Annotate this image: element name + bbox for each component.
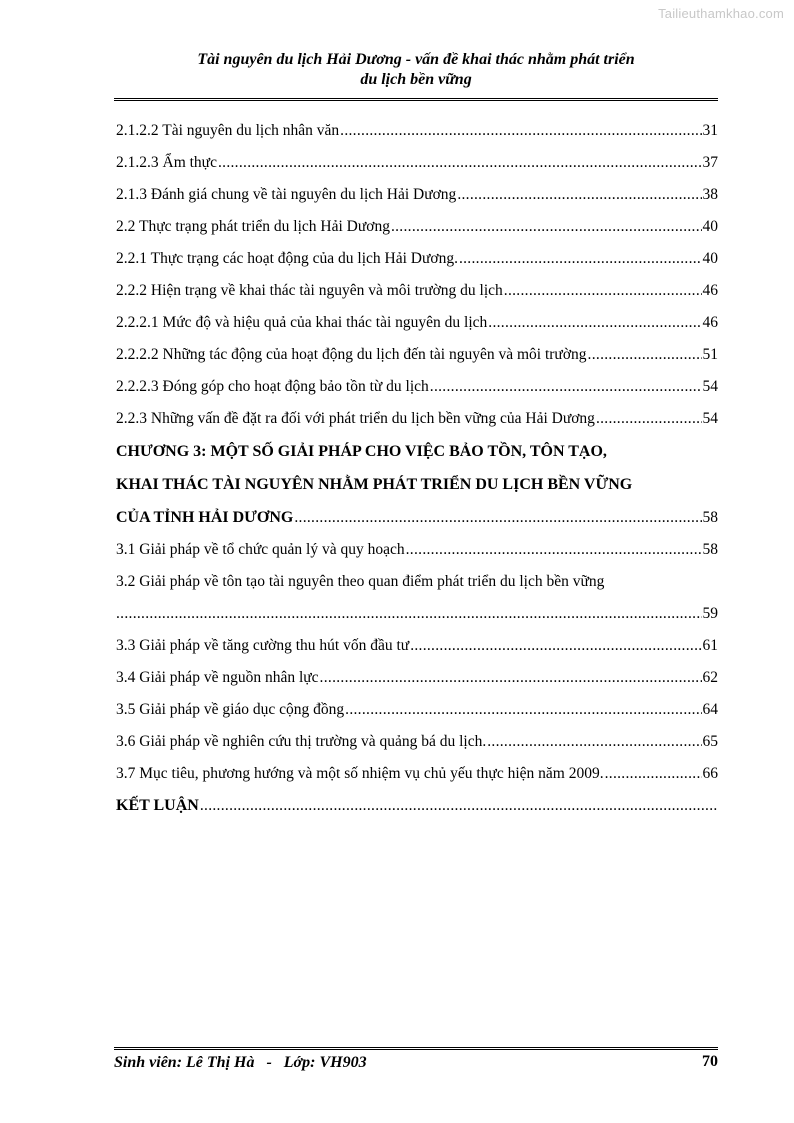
toc-entry-title: 2.2.2 Hiện trạng về khai thác tài nguyên và môi trường du lịch — [116, 282, 503, 299]
toc-entry[interactable] — [116, 173, 718, 205]
toc-entry-title: 3.2 Giải pháp về tôn tạo tài nguyên theo quan điểm phát triển du lịch bền vững — [116, 573, 605, 590]
conclusion-title: KẾT LUẬN — [116, 797, 199, 814]
toc-leader-dots — [605, 764, 702, 784]
toc-entry-title: 2.2.1 Thực trạng các hoạt động của du lịch Hải Dương. — [116, 250, 458, 267]
toc-leader-dots — [320, 668, 702, 688]
toc-entry[interactable] — [116, 656, 718, 688]
toc-entry-title: 3.4 Giải pháp về nguồn nhân lực — [116, 669, 319, 686]
chapter-3-title-end: CỦA TỈNH HẢI DƯƠNG — [116, 509, 294, 526]
toc-entry[interactable] — [116, 301, 718, 333]
toc-entry[interactable] — [116, 365, 718, 397]
chapter-3-heading[interactable] — [116, 429, 718, 528]
toc-entry[interactable] — [116, 624, 718, 656]
chapter-3-page: 58 — [702, 509, 718, 526]
toc-leader-dots — [406, 540, 702, 560]
toc-leader-dots — [340, 121, 701, 141]
toc-entry-title: 2.1.2.2 Tài nguyên du lịch nhân văn — [116, 122, 340, 139]
toc-entry-title: 3.6 Giải pháp về nghiên cứu thị trường và quảng bá du lịch. — [116, 733, 487, 750]
table-of-contents — [116, 109, 718, 816]
toc-entry-page: 38 — [702, 186, 718, 203]
toc-entry-title: 2.2.3 Những vấn đề đặt ra đối với phát triển du lịch bền vững của Hải Dương — [116, 410, 595, 427]
toc-entry[interactable] — [116, 688, 718, 720]
toc-entry-page: 46 — [702, 314, 718, 331]
toc-leader-dots — [345, 700, 701, 720]
toc-entry-page: 61 — [702, 637, 718, 654]
toc-leader-dots — [457, 185, 701, 205]
chapter-3-line-1: CHƯƠNG 3: MỘT SỐ GIẢI PHÁP CHO VIỆC BẢO TỒN, TÔN TẠO, — [116, 443, 607, 460]
toc-leader-dots — [459, 249, 702, 269]
toc-entry[interactable] — [116, 269, 718, 301]
toc-leader-dots — [488, 313, 701, 333]
toc-entry-continuation — [116, 592, 718, 624]
toc-entry[interactable] — [116, 720, 718, 752]
toc-entry-page: 54 — [702, 378, 718, 395]
toc-leader-dots — [430, 377, 702, 397]
toc-leader-dots — [487, 732, 701, 752]
toc-entry-page: 58 — [702, 541, 718, 558]
page-number: 70 — [702, 1053, 718, 1070]
toc-entry-conclusion[interactable] — [116, 784, 718, 816]
toc-entry-page: 37 — [702, 154, 718, 171]
toc-entry[interactable] — [116, 205, 718, 237]
toc-entry-title: 3.3 Giải pháp về tăng cường thu hút vốn đầu tư — [116, 637, 410, 654]
page-header — [114, 50, 718, 90]
toc-entry-page: 64 — [702, 701, 718, 718]
toc-leader-dots — [596, 409, 702, 429]
toc-leader-dots — [504, 281, 702, 301]
toc-entry[interactable] — [116, 528, 718, 560]
header-line-1: Tài nguyên du lịch Hải Dương - vấn đề khai thác nhằm phát triển — [197, 51, 635, 68]
footer-rule — [114, 1047, 718, 1050]
toc-entry-title: 2.2.2.1 Mức độ và hiệu quả của khai thác tài nguyên du lịch — [116, 314, 488, 331]
toc-entry-title: 2.2 Thực trạng phát triển du lịch Hải Dương — [116, 218, 390, 235]
toc-entry[interactable] — [116, 141, 718, 173]
toc-entry-title: 3.7 Mục tiêu, phương hướng và một số nhiệm vụ chủ yếu thực hiện năm 2009. — [116, 765, 604, 782]
toc-entry-title: 3.5 Giải pháp về giáo dục cộng đồng — [116, 701, 345, 718]
toc-leader-dots — [218, 153, 702, 173]
toc-entry-page: 59 — [702, 605, 718, 622]
toc-leader-dots — [116, 604, 702, 624]
toc-entry-page: 51 — [702, 346, 718, 363]
toc-leader-dots — [410, 636, 701, 656]
header-rule — [114, 98, 718, 101]
watermark-text: Tailieuthamkhao.com — [658, 6, 784, 21]
toc-entry-page: 66 — [702, 765, 718, 782]
toc-entry-page: 65 — [702, 733, 718, 750]
toc-leader-dots — [294, 508, 701, 528]
toc-entry[interactable] — [116, 109, 718, 141]
toc-entry-3-2[interactable] — [116, 560, 718, 624]
toc-leader-dots — [588, 345, 702, 365]
toc-entry-page: 40 — [702, 250, 718, 267]
toc-entry-title: 3.1 Giải pháp về tổ chức quản lý và quy hoạch — [116, 541, 405, 558]
toc-entry-page: 40 — [702, 218, 718, 235]
toc-entry[interactable] — [116, 752, 718, 784]
toc-entry-page: 62 — [702, 669, 718, 686]
toc-leader-dots — [200, 796, 717, 816]
toc-entry-page: 46 — [702, 282, 718, 299]
toc-entry[interactable] — [116, 237, 718, 269]
toc-leader-dots — [391, 217, 702, 237]
toc-entry-page: 54 — [702, 410, 718, 427]
toc-entry-title: 2.2.2.2 Những tác động của hoạt động du lịch đến tài nguyên và môi trường — [116, 346, 587, 363]
toc-entry-title: 2.1.2.3 Ẩm thực — [116, 154, 217, 171]
footer-student-info: Sinh viên: Lê Thị Hà - Lớp: VH903 — [114, 1054, 367, 1071]
toc-entry-title: 2.2.2.3 Đóng góp cho hoạt động bảo tồn từ du lịch — [116, 378, 429, 395]
toc-entry[interactable] — [116, 397, 718, 429]
chapter-3-line-2: KHAI THÁC TÀI NGUYÊN NHẰM PHÁT TRIỂN DU LỊCH BỀN VỮNG — [116, 476, 633, 493]
toc-entry[interactable] — [116, 333, 718, 365]
chapter-3-line-3 — [116, 495, 718, 528]
header-line-2: du lịch bền vững — [360, 71, 472, 88]
toc-entry-title: 2.1.3 Đánh giá chung về tài nguyên du lịch Hải Dương — [116, 186, 457, 203]
toc-entry-page: 31 — [702, 122, 718, 139]
